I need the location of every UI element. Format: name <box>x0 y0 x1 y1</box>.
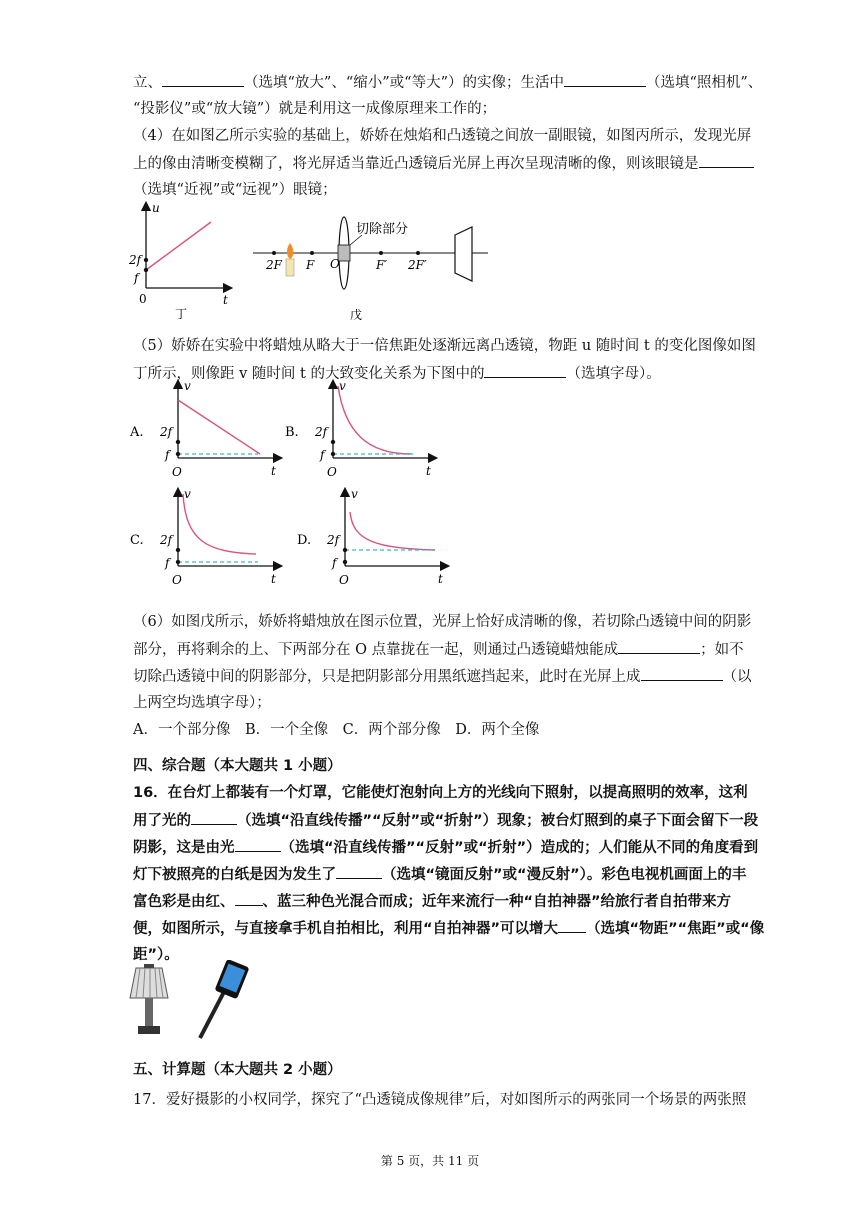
v-curve <box>183 494 256 554</box>
origin-label: O <box>327 465 337 479</box>
blank[interactable] <box>191 810 237 825</box>
axis-label-t: t <box>271 464 276 478</box>
q16-line3: 阴影，这是由光 （选填“沿直线传播”“反射”或“折射”）造成的；人们能从不同的角度看到 <box>133 837 758 858</box>
axis-label-t: t <box>426 464 431 478</box>
option-graph <box>295 486 460 591</box>
tick-f <box>343 560 347 564</box>
option-letter: D. <box>297 533 312 548</box>
tick-2f <box>343 548 347 552</box>
label-2f: 2f <box>327 533 340 547</box>
blank[interactable] <box>162 72 244 87</box>
q16-line2: 用了光的 （选填“沿直线传播”“反射”或“折射”）现象；被台灯照到的桌子下面会留下一段 <box>133 810 758 831</box>
candle <box>286 259 294 276</box>
blank[interactable] <box>641 666 723 681</box>
selfie-stick-icon <box>200 960 249 1038</box>
axis-label-v: v <box>351 487 358 501</box>
q16-line6: 便，如图所示，与直接拿手机自拍相比，利用“自拍神器”可以增大 （选填“物距”“焦距”或“像 <box>133 918 764 939</box>
label-2f: 2f <box>315 425 328 439</box>
blank[interactable] <box>484 363 566 378</box>
q15-p4-line1: （4）在如图乙所示实验的基础上，娇娇在烛焰和凸透镜之间放一副眼镜，如图丙所示，发现光屏 <box>133 128 752 144</box>
q15-p4-line3: （选填“近视”或“远视”）眼镜； <box>133 182 337 198</box>
cut-label: 切除部分 <box>356 222 409 237</box>
q15-p4-line2: 上的像由清晰变模糊了，将光屏适当靠近凸透镜后光屏上再次呈现清晰的像，则该眼镜是 <box>133 153 754 174</box>
q15-options: A．一个部分像 B．一个全像 C．两个部分像 D．两个全像 <box>133 722 540 738</box>
q17-line1: 17．爱好摄影的小权同学，探究了“凸透镜成像规律”后，对如图所示的两张同一个场景的两张照 <box>133 1092 747 1108</box>
q15-p6-line3: 切除凸透镜中间的阴影部分，只是把阴影部分用黑纸遮挡起来，此时在光屏上成 （以 <box>133 666 752 687</box>
v-curve <box>178 400 260 454</box>
caption-wu: 戊 <box>350 308 363 322</box>
option-letter: B. <box>285 425 299 440</box>
blank[interactable] <box>699 153 754 168</box>
q16-line4: 灯下被照亮的白纸是因为发生了 （选填“镜面反射”或“漫反射”）。彩色电视机画面上的丰 <box>133 864 746 885</box>
tick-f <box>176 452 180 456</box>
label-2f: 2f <box>160 425 173 439</box>
tick-f <box>144 268 148 272</box>
label-f: f <box>165 448 170 462</box>
label-f: f <box>134 271 139 285</box>
tick-2f <box>176 548 180 552</box>
q15-p6-line2: 部分，再将剩余的上、下两部分在 O 点靠拢在一起，则通过凸透镜蜡烛能成 ；如不 <box>133 639 744 660</box>
label-2f: 2f <box>160 533 173 547</box>
figure-ding <box>128 200 240 322</box>
label-F: F <box>306 258 315 272</box>
axis-label-t: t <box>438 572 443 586</box>
axis-label-u: u <box>152 201 160 215</box>
point-F <box>310 251 314 255</box>
label-2f: 2f <box>129 253 142 267</box>
section-4-title: 四、综合题（本大题共 1 小题） <box>133 758 342 774</box>
option-graph <box>283 378 448 483</box>
q15-p6-line1: （6）如图戊所示，娇娇将蜡烛放在图示位置，光屏上恰好成清晰的像，若切除凸透镜中间的阴影 <box>133 614 752 630</box>
option-letter: A. <box>130 425 144 440</box>
light-screen <box>455 227 472 281</box>
q15-p6-line4: 上两空均选填字母）； <box>133 695 271 711</box>
point-2Fp <box>416 251 420 255</box>
origin-label: 0 <box>139 292 147 306</box>
q16-line5: 富色彩是由红、 、蓝三种色光混合而成；近年来流行一种“自拍神器”给旅行者自拍带来方 <box>133 891 731 912</box>
axis-label-v: v <box>339 379 346 393</box>
tick-2f <box>176 440 180 444</box>
point-Fp <box>379 251 383 255</box>
table-lamp-icon <box>130 964 168 1034</box>
point-2F <box>272 251 276 255</box>
blank[interactable] <box>235 837 281 852</box>
blank[interactable] <box>618 639 700 654</box>
axis-label-t: t <box>223 293 228 307</box>
label-Fp: F′ <box>376 258 388 272</box>
q16-line1: 16．在台灯上都装有一个灯罩，它能使灯泡射向上方的光线向下照射，以提高照明的效率，这利 <box>133 785 748 801</box>
option-letter: C. <box>130 533 144 548</box>
origin-label: O <box>339 573 349 587</box>
label-f: f <box>165 556 170 570</box>
label-2Fp: 2F′ <box>408 258 427 272</box>
option-graph <box>128 486 293 591</box>
tick-f <box>331 452 335 456</box>
page-footer: 第 5 页，共 11 页 <box>380 1154 480 1168</box>
label-2F: 2F <box>266 258 282 272</box>
blank[interactable] <box>235 891 263 906</box>
flame <box>287 243 293 259</box>
q15-line2: “投影仪”或“放大镜”）就是利用这一成像原理来工作的； <box>133 101 497 117</box>
figure-wu <box>250 205 495 325</box>
axis-label-t: t <box>271 572 276 586</box>
blank[interactable] <box>558 918 586 933</box>
q16-line7: 距”）。 <box>133 947 179 963</box>
axis-label-v: v <box>184 379 191 393</box>
q15-p5-line2: 丁所示，则像距 v 随时间 t 的大致变化关系为下图中的 （选填字母）。 <box>133 363 661 384</box>
v-curve <box>338 386 411 454</box>
label-O: O <box>330 257 340 271</box>
q16-illustration <box>128 960 258 1042</box>
u-line <box>146 222 211 270</box>
blank[interactable] <box>336 864 382 879</box>
tick-2f <box>144 258 148 262</box>
label-f: f <box>332 556 337 570</box>
q15-p5-line1: （5）娇娇在实验中将蜡烛从略大于一倍焦距处逐渐远离凸透镜，物距 u 随时间 t 的变化图像如图 <box>133 338 756 354</box>
option-graph <box>128 378 293 483</box>
origin-label: O <box>172 573 182 587</box>
caption-ding: 丁 <box>175 307 188 321</box>
blank[interactable] <box>564 72 646 87</box>
v-curve <box>350 512 435 550</box>
axis-label-v: v <box>184 487 191 501</box>
tick-2f <box>331 440 335 444</box>
section-5-title: 五、计算题（本大题共 2 小题） <box>133 1062 342 1078</box>
label-f: f <box>320 448 325 462</box>
q15-line1: 立、 （选填“放大”、“缩小”或“等大”）的实像；生活中 （选填“照相机”、 <box>133 72 762 93</box>
origin-label: O <box>172 465 182 479</box>
tick-f <box>176 560 180 564</box>
